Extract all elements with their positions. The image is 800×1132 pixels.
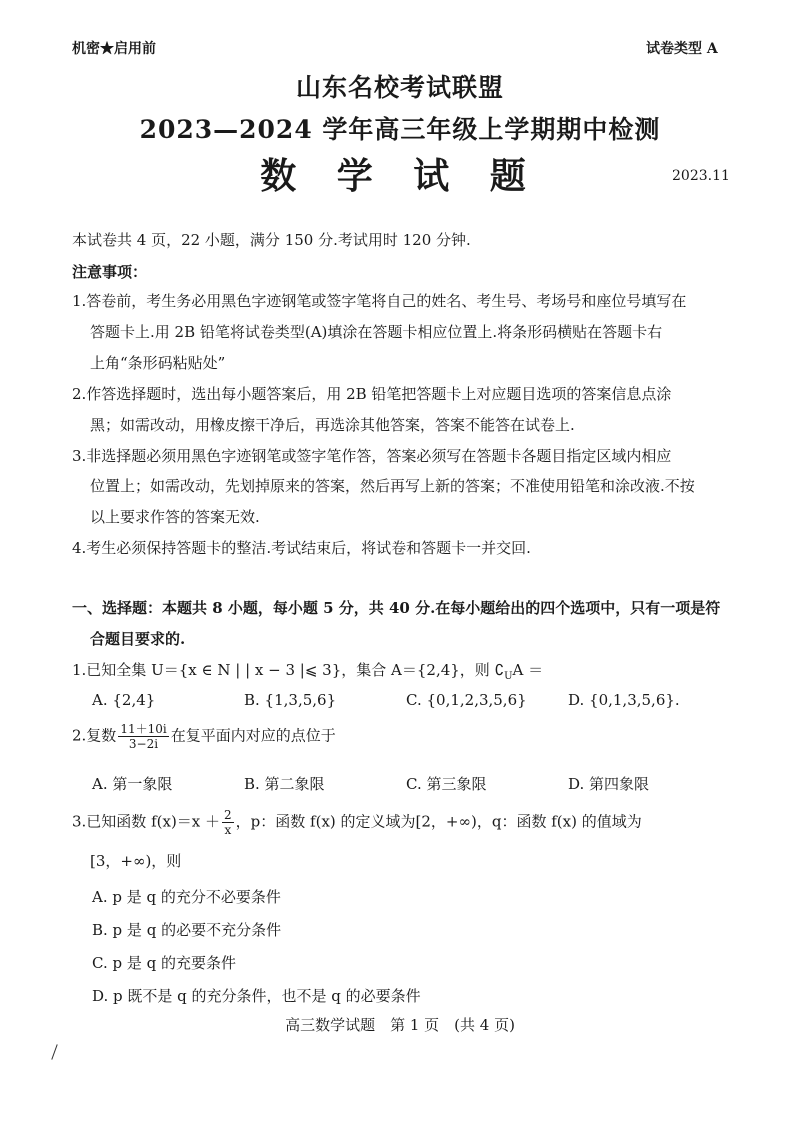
paper-type-label: 试卷类型 A [646,41,718,57]
question-1-option-c: C. {0,1,2,3,5,6} [406,691,527,709]
question-1-complement-subscript: U [504,671,513,682]
section-1-heading-line-1: 一、选择题：本题共 8 小题，每小题 5 分，共 40 分.在每小题给出的四个选项中，只有一项是符 [72,599,721,617]
question-3-suffix: ，p：函数 f(x) 的定义域为[2，+∞)，q：函数 f(x) 的值域为 [235,812,642,831]
question-2-numerator: 11＋10i [120,722,167,736]
question-1-option-a: A. {2,4} [92,691,156,709]
question-1-option-b: B. {1,3,5,6} [244,691,337,709]
question-2-prefix: 2.复数 [72,726,117,745]
question-3-option-c: C. p 是 q 的充要条件 [92,954,236,972]
exam-term-title: 2023—2024 学年高三年级上学期期中检测 [139,115,661,144]
question-3-stem [72,808,642,837]
notice-item-1-line-3: 上角“条形码粘贴处” [90,354,226,372]
section-1-heading-line-2: 合题目要求的. [90,630,186,648]
question-3-prefix: 3.已知函数 f(x)＝x ＋ [72,812,221,831]
question-2-suffix: 在复平面内对应的点位于 [170,726,336,745]
notice-item-3-line-1: 3.非选择题必须用黑色字迹钢笔或签字笔作答，答案必须写在答题卡各题目指定区域内相应 [72,447,672,465]
question-3-fraction [222,808,234,837]
question-3-option-d: D. p 既不是 q 的充分条件，也不是 q 的必要条件 [92,987,421,1005]
notice-item-2-line-1: 2.作答选择题时，选出每小题答案后，用 2B 铅笔把答题卡上对应题目选项的答案信息点涂 [72,385,672,403]
pen-mark [51,1044,57,1059]
confidential-label: 机密★启用前 [72,41,156,57]
exam-date: 2023.11 [672,168,730,184]
question-2-denominator: 3−2i [128,737,159,751]
question-3-denominator: x [224,823,232,837]
question-3-option-a: A. p 是 q 的充分不必要条件 [92,888,281,906]
notice-item-3-line-2: 位置上；如需改动，先划掉原来的答案，然后再写上新的答案；不准使用铅笔和涂改液.不按 [90,477,695,495]
question-2-fraction [118,722,168,751]
question-3-option-b: B. p 是 q 的必要不充分条件 [92,921,282,939]
question-3-stem-line-2: [3，+∞)，则 [90,852,182,870]
notice-item-3-line-3: 以上要求作答的答案无效. [90,508,260,526]
question-2-stem [72,722,336,751]
question-1-stem [72,660,543,687]
question-2-option-c: C. 第三象限 [406,775,487,793]
question-2-option-b: B. 第二象限 [244,775,325,793]
question-1-stem-tail: A ＝ [512,661,544,679]
notice-item-1-line-2: 答题卡上.用 2B 铅笔将试卷类型(A)填涂在答题卡相应位置上.将条形码横贴在答题卡右 [90,323,663,341]
page-footer: 高三数学试题 第 1 页 (共 4 页) [285,1016,515,1034]
notice-item-2-line-2: 黑；如需改动，用橡皮擦干净后，再选涂其他答案，答案不能答在试卷上. [90,416,575,434]
question-1-option-d: D. {0,1,3,5,6}. [568,691,680,709]
notice-heading: 注意事项： [72,263,148,281]
question-3-numerator: 2 [224,808,232,822]
exam-intro: 本试卷共 4 页，22 小题，满分 150 分.考试用时 120 分钟. [72,231,471,249]
notice-item-1-line-1: 1.答卷前，考生务必用黑色字迹钢笔或签字笔将自己的姓名、考生号、考场号和座位号填写在 [72,292,687,310]
notice-item-4-line-1: 4.考生必须保持答题卡的整洁.考试结束后，将试卷和答题卡一并交回. [72,539,531,557]
question-2-option-d: D. 第四象限 [568,775,650,793]
question-2-option-a: A. 第一象限 [92,775,173,793]
subject-title: 数 学 试 题 [260,155,540,197]
exam-union-title: 山东名校考试联盟 [295,73,504,102]
question-1-stem-main: 1.已知全集 U＝{x ∈ N | | x − 3 |⩽ 3}，集合 A＝{2,4}，则 ∁ [72,661,505,679]
